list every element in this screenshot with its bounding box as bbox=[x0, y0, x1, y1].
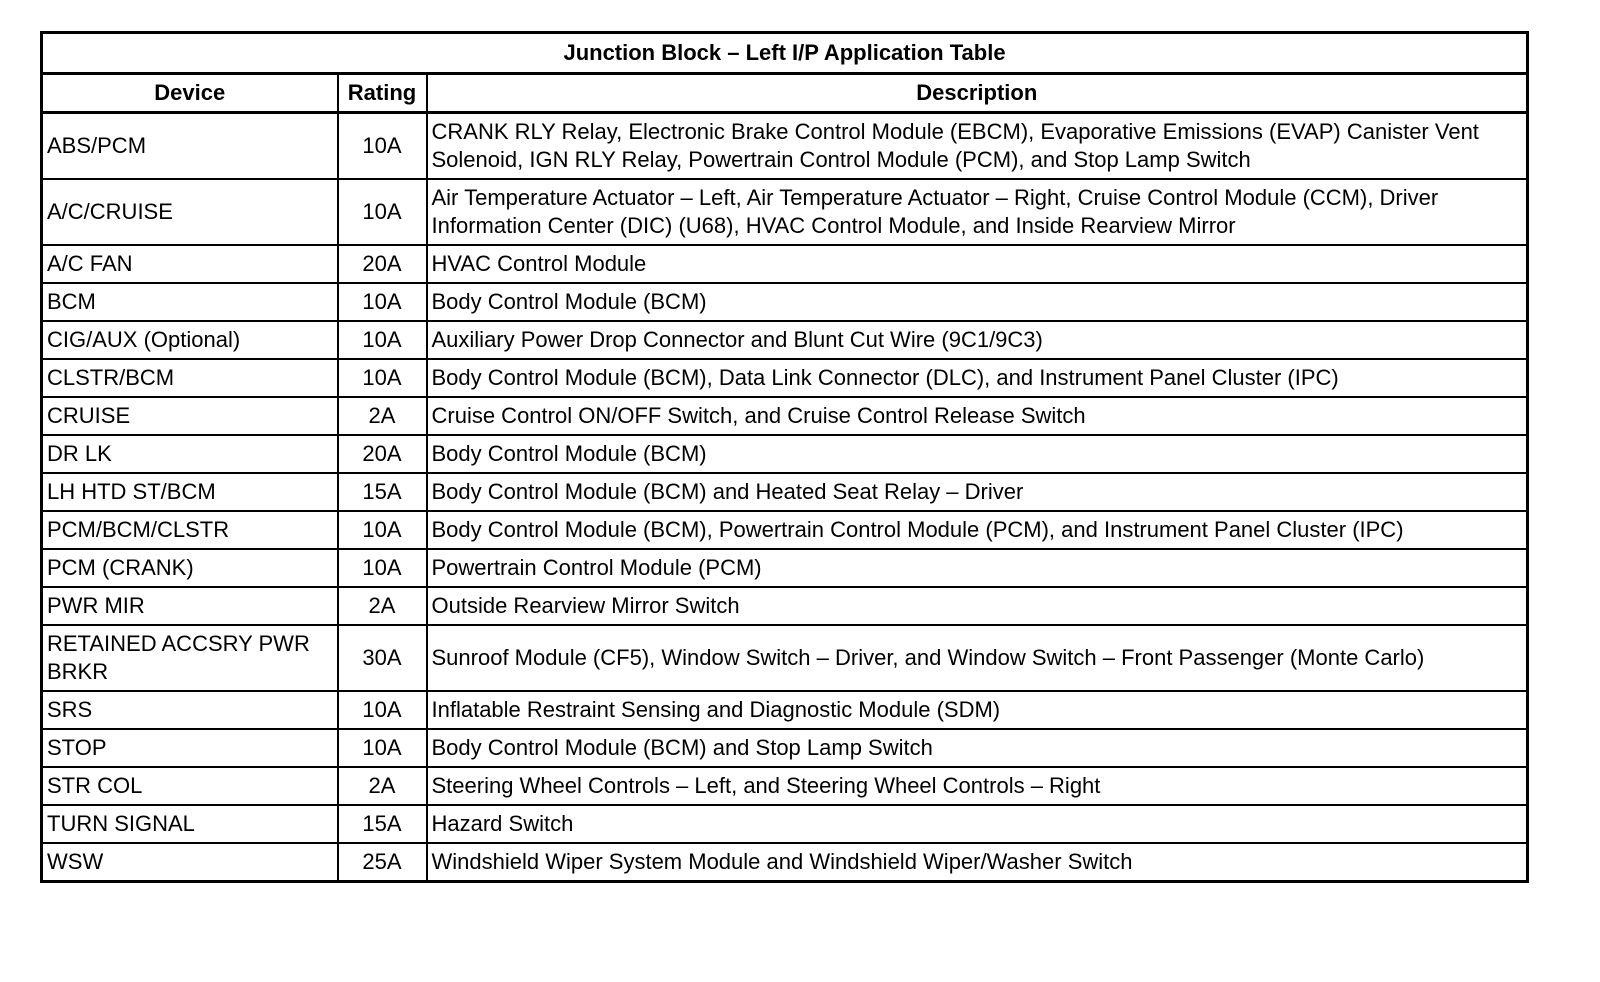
cell-device: PCM/BCM/CLSTR bbox=[42, 511, 338, 549]
cell-device: A/C FAN bbox=[42, 245, 338, 283]
table-row bbox=[42, 729, 1528, 767]
table-row bbox=[42, 179, 1528, 245]
cell-device: DR LK bbox=[42, 435, 338, 473]
cell-description: Inflatable Restraint Sensing and Diagnostic Module (SDM) bbox=[427, 691, 1528, 729]
cell-rating: 10A bbox=[338, 549, 427, 587]
cell-rating: 30A bbox=[338, 625, 427, 691]
cell-rating: 10A bbox=[338, 359, 427, 397]
cell-rating: 10A bbox=[338, 179, 427, 245]
cell-device: WSW bbox=[42, 843, 338, 882]
cell-description: Body Control Module (BCM) bbox=[427, 435, 1528, 473]
table-row bbox=[42, 245, 1528, 283]
cell-description: Body Control Module (BCM), Powertrain Control Module (PCM), and Instrument Panel Cluster (IPC) bbox=[427, 511, 1528, 549]
cell-rating: 10A bbox=[338, 729, 427, 767]
table-row bbox=[42, 511, 1528, 549]
cell-device: RETAINED ACCSRY PWR BRKR bbox=[42, 625, 338, 691]
table-row bbox=[42, 397, 1528, 435]
table-row bbox=[42, 321, 1528, 359]
cell-description: Outside Rearview Mirror Switch bbox=[427, 587, 1528, 625]
table-row bbox=[42, 435, 1528, 473]
cell-device: ABS/PCM bbox=[42, 113, 338, 180]
header-device: Device bbox=[42, 74, 338, 113]
table-row bbox=[42, 587, 1528, 625]
cell-rating: 20A bbox=[338, 245, 427, 283]
cell-description: Body Control Module (BCM), Data Link Connector (DLC), and Instrument Panel Cluster (IPC) bbox=[427, 359, 1528, 397]
table-row bbox=[42, 805, 1528, 843]
header-description: Description bbox=[427, 74, 1528, 113]
cell-device: CIG/AUX (Optional) bbox=[42, 321, 338, 359]
table-row bbox=[42, 767, 1528, 805]
cell-device: SRS bbox=[42, 691, 338, 729]
cell-description: Steering Wheel Controls – Left, and Steering Wheel Controls – Right bbox=[427, 767, 1528, 805]
table-title-row bbox=[42, 33, 1528, 74]
cell-description: Body Control Module (BCM) and Stop Lamp Switch bbox=[427, 729, 1528, 767]
cell-description: Air Temperature Actuator – Left, Air Temperature Actuator – Right, Cruise Control Module (CCM), Driver Information Center (DIC) (U68), HVAC Control Module, and Inside Rearview Mirror bbox=[427, 179, 1528, 245]
cell-rating: 10A bbox=[338, 113, 427, 180]
cell-device: TURN SIGNAL bbox=[42, 805, 338, 843]
table-row bbox=[42, 359, 1528, 397]
cell-rating: 2A bbox=[338, 397, 427, 435]
application-table-container bbox=[40, 31, 1526, 883]
cell-device: PWR MIR bbox=[42, 587, 338, 625]
table-row bbox=[42, 549, 1528, 587]
table-row bbox=[42, 625, 1528, 691]
cell-rating: 10A bbox=[338, 321, 427, 359]
cell-rating: 20A bbox=[338, 435, 427, 473]
cell-device: CLSTR/BCM bbox=[42, 359, 338, 397]
cell-rating: 15A bbox=[338, 473, 427, 511]
cell-device: CRUISE bbox=[42, 397, 338, 435]
table-row bbox=[42, 691, 1528, 729]
cell-device: LH HTD ST/BCM bbox=[42, 473, 338, 511]
cell-rating: 10A bbox=[338, 283, 427, 321]
cell-description: Auxiliary Power Drop Connector and Blunt Cut Wire (9C1/9C3) bbox=[427, 321, 1528, 359]
cell-rating: 15A bbox=[338, 805, 427, 843]
table-title: Junction Block – Left I/P Application Table bbox=[42, 33, 1528, 74]
cell-device: PCM (CRANK) bbox=[42, 549, 338, 587]
table-row bbox=[42, 283, 1528, 321]
cell-device: STOP bbox=[42, 729, 338, 767]
junction-block-application-table bbox=[40, 31, 1529, 883]
cell-rating: 10A bbox=[338, 511, 427, 549]
cell-description: Hazard Switch bbox=[427, 805, 1528, 843]
table-row bbox=[42, 113, 1528, 180]
cell-device: A/C/CRUISE bbox=[42, 179, 338, 245]
cell-description: Windshield Wiper System Module and Windshield Wiper/Washer Switch bbox=[427, 843, 1528, 882]
table-row bbox=[42, 843, 1528, 882]
cell-description: CRANK RLY Relay, Electronic Brake Control Module (EBCM), Evaporative Emissions (EVAP) Canister Vent Solenoid, IGN RLY Relay, Powertrain Control Module (PCM), and Stop Lamp Switch bbox=[427, 113, 1528, 180]
cell-description: Sunroof Module (CF5), Window Switch – Driver, and Window Switch – Front Passenger (Monte Carlo) bbox=[427, 625, 1528, 691]
table-header-row bbox=[42, 74, 1528, 113]
cell-rating: 10A bbox=[338, 691, 427, 729]
header-rating: Rating bbox=[338, 74, 427, 113]
cell-device: BCM bbox=[42, 283, 338, 321]
cell-description: HVAC Control Module bbox=[427, 245, 1528, 283]
cell-description: Body Control Module (BCM) and Heated Seat Relay – Driver bbox=[427, 473, 1528, 511]
cell-description: Powertrain Control Module (PCM) bbox=[427, 549, 1528, 587]
cell-device: STR COL bbox=[42, 767, 338, 805]
table-row bbox=[42, 473, 1528, 511]
cell-description: Body Control Module (BCM) bbox=[427, 283, 1528, 321]
cell-rating: 25A bbox=[338, 843, 427, 882]
cell-rating: 2A bbox=[338, 587, 427, 625]
cell-rating: 2A bbox=[338, 767, 427, 805]
cell-description: Cruise Control ON/OFF Switch, and Cruise Control Release Switch bbox=[427, 397, 1528, 435]
